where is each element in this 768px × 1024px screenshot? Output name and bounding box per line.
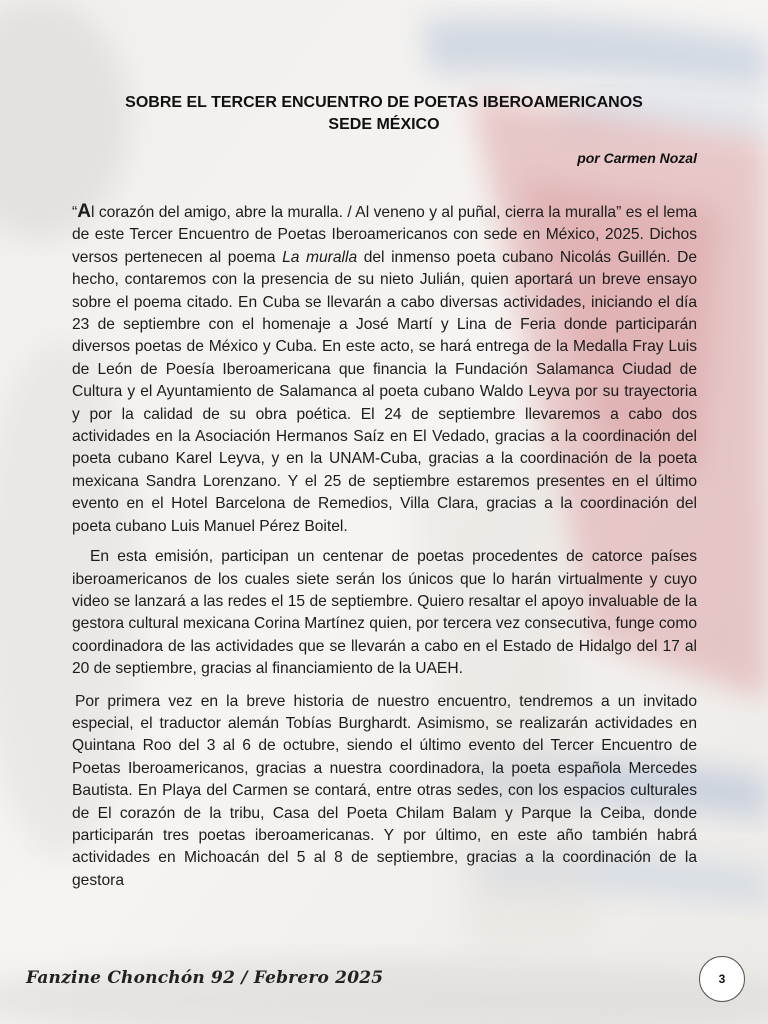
poem-title: La muralla — [282, 248, 358, 266]
footer-publication-label: Fanzine Chonchón 92 / Febrero 2025 — [26, 968, 384, 988]
title-line-1: SOBRE EL TERCER ENCUENTRO DE POETAS IBEROAMERICANOS — [125, 94, 643, 111]
paragraph-1-text-b: del inmenso poeta cubano Nicolás Guillén. De hecho, contaremos con la presencia de su nieto Julián, quien aportará un breve ensayo sobre el poema citado. En Cuba se llevarán a cabo diversas actividades, iniciando el día 23 de septiembre con el homenaje a José Martí y Lina de Feria donde participarán diversos poetas de México y Cuba. En este acto, se hará entrega de la Medalla Fray Luis de León de Poesía Iberoamericana que financia la Fundación Salamanca Ciudad de Cultura y el Ayuntamiento de Salamanca al poeta cubano Waldo Leyva por su trayectoria y por la calidad de su obra poética. El 24 de septiembre llevaremos a cabo dos actividades en la Asociación Hermanos Saíz en El Vedado, gracias a la coordinación del poeta cubano Karel Leyva, y en la UNAM-Cuba, gracias a la coordinación de la poeta mexicana Sandra Lorenzano. Y el 25 de septiembre estaremos presentes en el último evento en el Hotel Barcelona de Remedios, Villa Clara, gracias a la coordinación del poeta cubano Luis Manuel Pérez Boitel. — [72, 248, 697, 535]
paragraph-1-text-a: l corazón del amigo, abre la muralla. / Al veneno y al puñal, cierra la muralla” es el lema de este Tercer Encuentro de Poetas Iberoamericanos con sede en México, 2025. Dichos versos pertenecen al poema — [72, 204, 697, 266]
article-body — [72, 201, 697, 892]
paragraph-2: En esta emisión, participan un centenar de poetas procedentes de catorce países iberoamericanos de los cuales siete serán los únicos que lo harán virtualmente y cuyo video se lanzará a las redes el 15 de septiembre. Quiero resaltar el apoyo invaluable de la gestora cultural mexicana Corina Martínez quien, por tercera vez consecutiva, funge como coordinadora de las actividades que se llevarán a cabo en el Estado de Hidalgo del 17 al 20 de septiembre, gracias al financiamiento de la UAEH. — [72, 548, 697, 678]
page-number: 3 — [718, 972, 726, 986]
paragraph-3: Por primera vez en la breve historia de nuestro encuentro, tendremos a un invitado especial, el traductor alemán Tobías Burghardt. Asimismo, se realizarán actividades en Quintana Roo del 3 al 6 de octubre, siendo el último evento del Tercer Encuentro de Poetas Iberoamericanos, gracias a nuestra coordinadora, la poeta española Mercedes Bautista. En Playa del Carmen se contará, entre otras sedes, con los espacios culturales de El corazón de la tribu, Casa del Poeta Chilam Balam y Parque la Ceiba, donde participarán tres poetas iberoamericanas. Y por último, en este año también habrá actividades en Michoacán del 5 al 8 de septiembre, gracias a la coordinación de la gestora — [72, 692, 697, 889]
page-title — [60, 92, 708, 136]
dropcap-letter: A — [77, 201, 91, 222]
author-byline: por Carmen Nozal — [577, 150, 697, 166]
open-quote: “ — [72, 204, 78, 221]
paragraph-1 — [72, 201, 697, 538]
page-number-badge — [699, 956, 745, 1002]
title-line-2: SEDE MÉXICO — [328, 116, 440, 133]
